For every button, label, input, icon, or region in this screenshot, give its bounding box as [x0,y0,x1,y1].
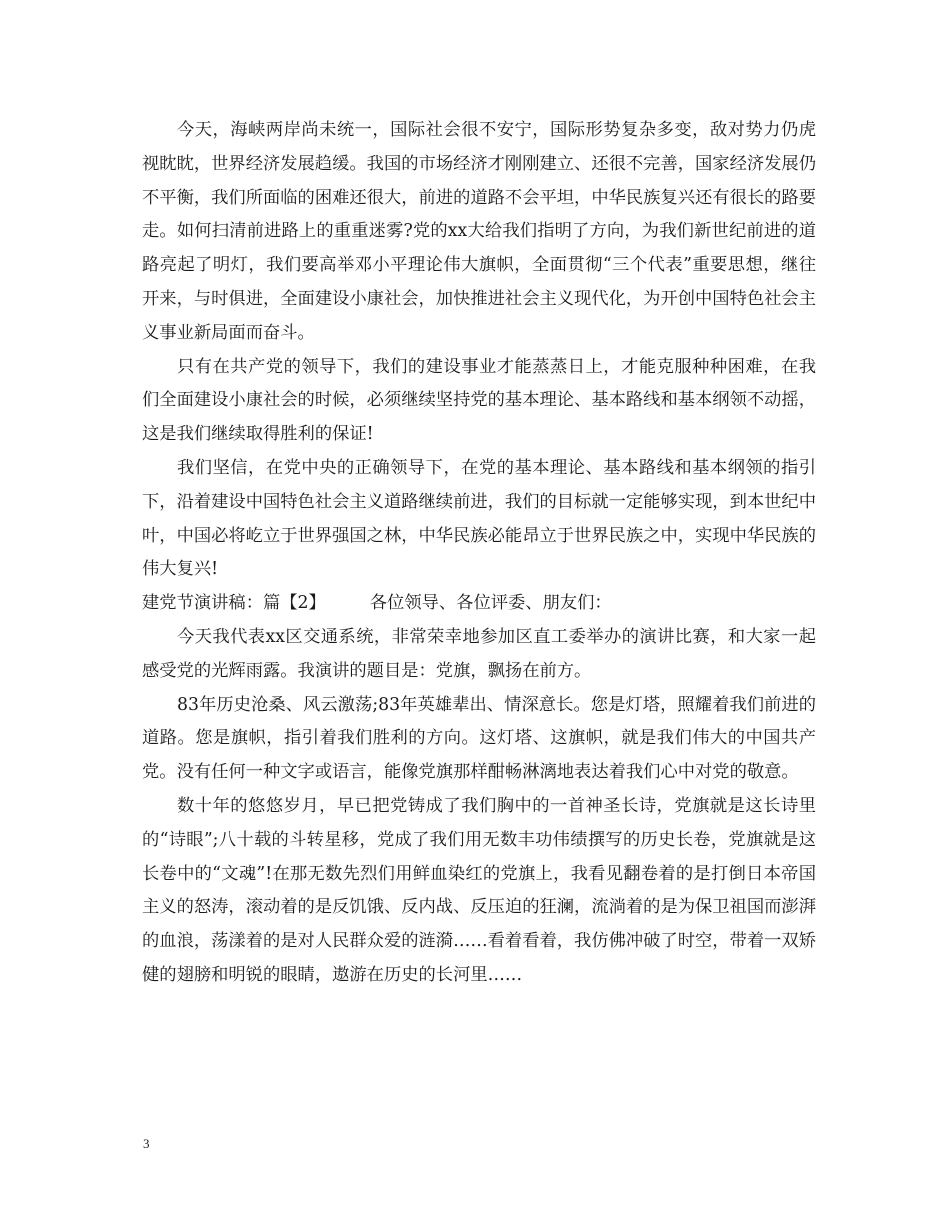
section-heading: 建党节演讲稿：篇【2】 各位领导、各位评委、朋友们： [142,593,612,614]
paragraph: 我们坚信，在党中央的正确领导下，在党的基本理论、基本路线和基本纲领的指引下，沿着建设中国特色社会主义道路继续前进，我们的目标就一定能够实现，到本世纪中叶，中国必将屹立于世界强国之林，中华民族必能昂立于世界民族之中，实现中华民族的伟大复兴! [142,457,816,580]
paragraph: 数十年的悠悠岁月，早已把党铸成了我们胸中的一首神圣长诗，党旗就是这长诗里的“诗眼”;八十载的斗转星移，党成了我们用无数丰功伟绩撰写的历史长卷，党旗就是这长卷中的“文魂”!在那无数先烈们用鲜血染红的党旗上，我看见翻卷着的是打倒日本帝国主义的怒涛，滚动着的是反饥饿、反内战、反压迫的狂澜，流淌着的是为保卫祖国而澎湃的血浪，荡漾着的是对人民群众爱的涟漪……看着看着，我仿佛冲破了时空，带着一双矫健的翅膀和明锐的眼睛，遨游在历史的长河里…… [142,795,816,985]
document-body [142,114,816,993]
page-number: 3 [143,1136,150,1151]
paragraph: 今天我代表xx区交通系统，非常荣幸地参加区直工委举办的演讲比赛，和大家一起感受党的光辉雨露。我演讲的题目是：党旗，飘扬在前方。 [142,626,816,681]
paragraph: 今天，海峡两岸尚未统一，国际社会很不安宁，国际形势复杂多变，敌对势力仍虎视眈眈，世界经济发展趋缓。我国的市场经济才刚刚建立、还很不完善，国家经济发展仍不平衡，我们所面临的困难还很大，前进的道路不会平坦，中华民族复兴还有很长的路要走。如何扫清前进路上的重重迷雾?党的xx大给我们指明了方向，为我们新世纪前进的道路亮起了明灯，我们要高举邓小平理论伟大旗帜，全面贯彻“三个代表”重要思想，继往开来，与时俱进，全面建设小康社会，加快推进社会主义现代化，为开创中国特色社会主义事业新局面而奋斗。 [142,120,816,343]
paragraph: 只有在共产党的领导下，我们的建设事业才能蒸蒸日上，才能克服种种困难，在我们全面建设小康社会的时候，必须继续坚持党的基本理论、基本路线和基本纲领不动摇，这是我们继续取得胜利的保证! [142,356,816,445]
paragraph: 83年历史沧桑、风云激荡;83年英雄辈出、情深意长。您是灯塔，照耀着我们前进的道路。您是旗帜，指引着我们胜利的方向。这灯塔、这旗帜，就是我们伟大的中国共产党。没有任何一种文字或语言，能像党旗那样酣畅淋漓地表达着我们心中对党的敬意。 [142,694,816,783]
